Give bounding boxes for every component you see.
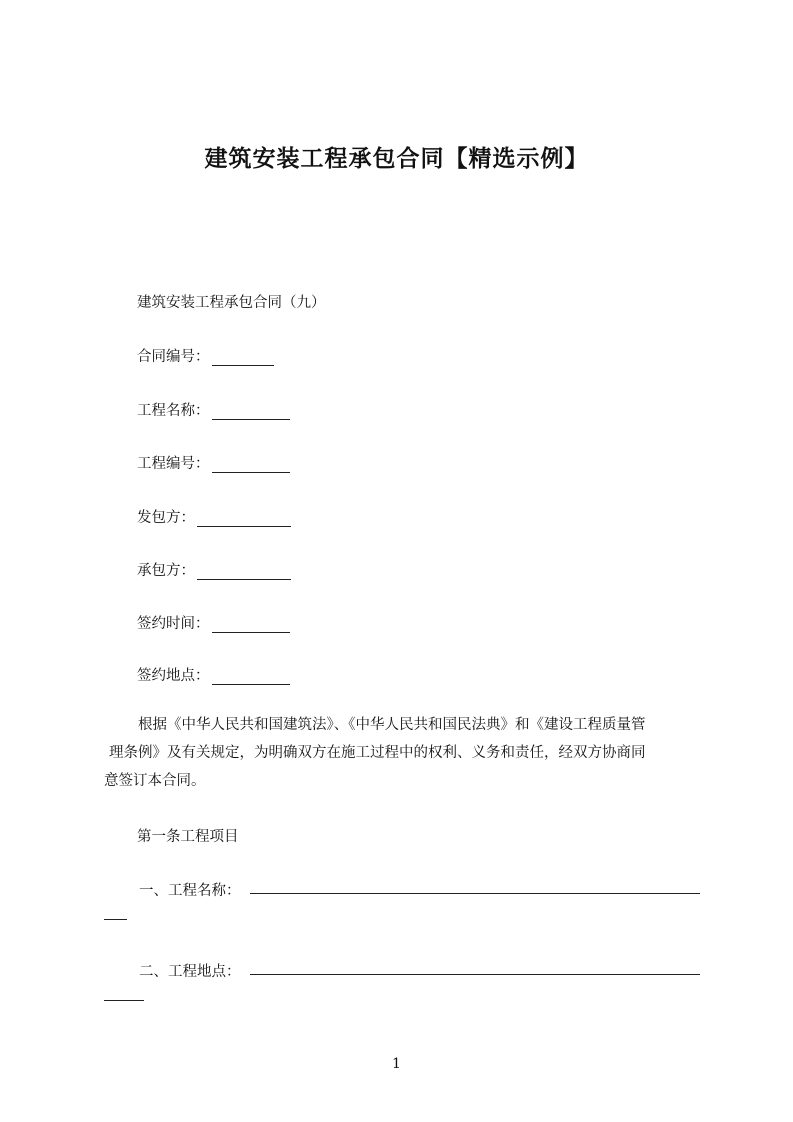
signing-place-blank[interactable]: [212, 670, 290, 685]
item-2-label: 二、工程地点：: [139, 964, 241, 980]
employer-blank[interactable]: [197, 512, 291, 527]
field-signing-time: [137, 612, 290, 633]
contractor-blank[interactable]: [197, 565, 291, 580]
field-label: 合同编号：: [137, 349, 210, 365]
field-label: 签约时间：: [137, 616, 210, 632]
item-1-label: 一、工程名称：: [139, 883, 241, 899]
intro-line-1: 根据《中华人民共和国建筑法》、《中华人民共和国民法典》和《建设工程质量管: [138, 717, 646, 733]
field-signing-place: [137, 664, 290, 685]
intro-line-3: 意签订本合同。: [104, 773, 206, 789]
field-label: 工程名称：: [137, 403, 210, 419]
article-1-heading: 第一条工程项目: [137, 829, 239, 845]
field-contract-number: [137, 345, 274, 366]
item-1-blank-continued[interactable]: [104, 918, 127, 920]
intro-line-2: 理条例》及有关规定，为明确双方在施工过程中的权利、义务和责任，经双方协商同: [109, 745, 646, 761]
field-label: 发包方：: [137, 510, 195, 526]
contract-number-blank[interactable]: [212, 351, 274, 366]
field-label: 承包方：: [137, 563, 195, 579]
item-2-blank-continued[interactable]: [104, 999, 144, 1001]
field-project-number: [137, 452, 290, 473]
item-2-blank[interactable]: [250, 973, 700, 975]
item-1-blank[interactable]: [250, 892, 700, 894]
project-name-blank[interactable]: [212, 405, 290, 420]
field-project-name: [137, 399, 290, 420]
intro-paragraph: [104, 711, 700, 795]
document-title: 建筑安装工程承包合同【精选示例】: [204, 146, 589, 172]
field-label: 工程编号：: [137, 456, 210, 472]
field-label: 签约地点：: [137, 668, 210, 684]
contract-subtitle: 建筑安装工程承包合同（九）: [137, 295, 326, 311]
signing-time-blank[interactable]: [212, 618, 290, 633]
field-employer: [137, 506, 291, 527]
page-number: 1: [392, 1056, 401, 1072]
project-number-blank[interactable]: [212, 458, 290, 473]
field-contractor: [137, 559, 291, 580]
